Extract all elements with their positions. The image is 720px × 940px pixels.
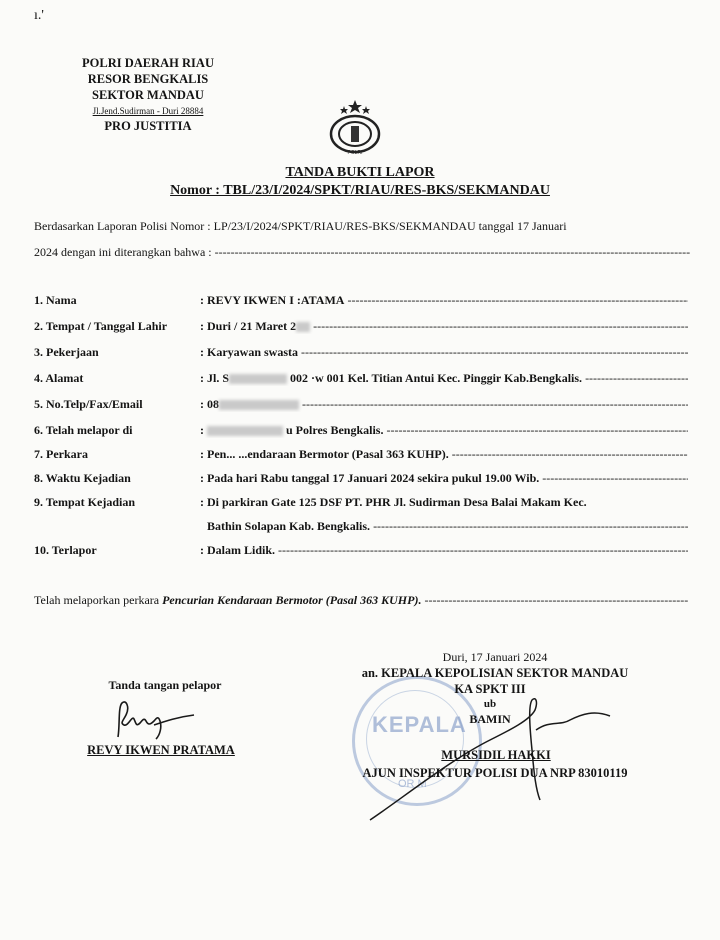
field-value-alamat-b: 002 ·w 001 Kel. Titian Antui Kec. Pinggir Kab.Bengkalis. (287, 371, 583, 385)
field-value-alamat-a: : Jl. S (200, 371, 230, 385)
header-sektor: SEKTOR MANDAU (92, 88, 204, 102)
closing-prefix: Telah melaporkan perkara (34, 593, 163, 607)
signatory-line-3: ub (483, 698, 497, 710)
intro-line-2-text: 2024 dengan ini diterangkan bahwa : (34, 245, 212, 259)
reporter-name: REVY IKWEN PRATAMA (87, 743, 235, 757)
document-title: TANDA BUKTI LAPOR (285, 165, 435, 180)
field-value-terlapor (200, 543, 688, 558)
field-label-waktu: 8. Waktu Kejadian (34, 471, 131, 485)
field-value-tempat-line2: Bathin Solapan Kab. Bengkalis. (207, 519, 371, 533)
closing-sentence (34, 593, 688, 608)
field-value-waktu (200, 471, 688, 486)
place-date: Duri, 17 Januari 2024 (442, 650, 548, 664)
field-label-ttl: 2. Tempat / Tanggal Lahir (34, 319, 168, 333)
closing-case: Pencurian Kendaraan Bermotor (Pasal 363 KUHP). (162, 593, 422, 607)
signatory-line-2: KA SPKT III (454, 682, 526, 696)
redaction (207, 426, 283, 436)
field-value-melapor-a: : (200, 423, 207, 437)
stamp-text: KEPALA (372, 712, 467, 737)
field-value-tempat: : Di parkiran Gate 125 DSF PT. PHR Jl. Sudirman Desa Balai Makam Kec. (200, 495, 587, 509)
header-polda: POLRI DAERAH RIAU (82, 56, 214, 70)
field-value-telp (200, 397, 688, 412)
officer-rank-nrp: AJUN INSPEKTUR POLISI DUA NRP 83010119 (362, 766, 628, 780)
redaction (296, 322, 310, 332)
document-number: Nomor : TBL/23/I/2024/SPKT/RIAU/RES-BKS/SEKMANDAU (170, 183, 550, 198)
field-value-perkara-text: : Pen... ...endaraan Bermotor (Pasal 363 KUHP). (200, 447, 449, 461)
header-resor: RESOR BENGKALIS (87, 72, 209, 86)
field-label-tempat: 9. Tempat Kejadian (34, 495, 136, 509)
field-value-pekerjaan (200, 345, 688, 360)
header-address: Jl.Jend.Sudirman - Duri 28884 (92, 106, 204, 116)
police-emblem-icon (322, 98, 388, 156)
field-label-telp: 5. No.Telp/Fax/Email (34, 397, 143, 411)
field-label-nama: 1. Nama (34, 293, 77, 307)
field-value-terlapor-text: : Dalam Lidik. (200, 543, 276, 557)
redaction (229, 374, 287, 384)
field-label-perkara: 7. Perkara (34, 447, 88, 461)
emblem-label: POLRI (347, 150, 363, 156)
field-value-melapor (200, 423, 688, 438)
field-label-alamat: 4. Alamat (34, 371, 84, 385)
field-value-tempat-cont (207, 519, 688, 534)
field-value-waktu-text: : Pada hari Rabu tanggal 17 Januari 2024 sekira pukul 19.00 Wib. (200, 471, 540, 485)
field-value-perkara (200, 447, 688, 462)
intro-line-2 (34, 240, 690, 264)
field-value-pekerjaan-text: : Karyawan swasta (200, 345, 298, 359)
field-label-terlapor: 10. Terlapor (34, 543, 97, 557)
signatory-line-1: an. KEPALA KEPOLISIAN SEKTOR MANDAU (361, 666, 629, 680)
field-value-melapor-b: u Polres Bengkalis. (283, 423, 384, 437)
field-value-nama (200, 293, 688, 308)
field-value-ttl-text: : Duri / 21 Maret 2 (200, 319, 297, 333)
field-value-alamat (200, 371, 688, 386)
field-value-ttl (200, 319, 688, 334)
field-value-telp-text: : 08 (200, 397, 219, 411)
stamp-lower-text: OR M (398, 778, 427, 790)
redaction (219, 400, 299, 410)
officer-name: MURSIDIL HAKKI (441, 748, 551, 762)
intro-line-1: Berdasarkan Laporan Polisi Nomor : LP/23/I/2024/SPKT/RIAU/RES-BKS/SEKMANDAU tanggal 17 Januari (34, 219, 567, 233)
reporter-signature-caption: Tanda tangan pelapor (108, 678, 222, 692)
signatory-line-4: BAMIN (469, 712, 511, 726)
field-value-nama-text: : REVY IKWEN I :ATAMA (200, 293, 345, 307)
field-label-melapor: 6. Telah melapor di (34, 423, 133, 437)
corner-marks: ı.' (34, 8, 44, 23)
header-pro-justitia: PRO JUSTITIA (104, 119, 192, 133)
field-label-pekerjaan: 3. Pekerjaan (34, 345, 99, 359)
reporter-signature-icon (110, 695, 200, 741)
